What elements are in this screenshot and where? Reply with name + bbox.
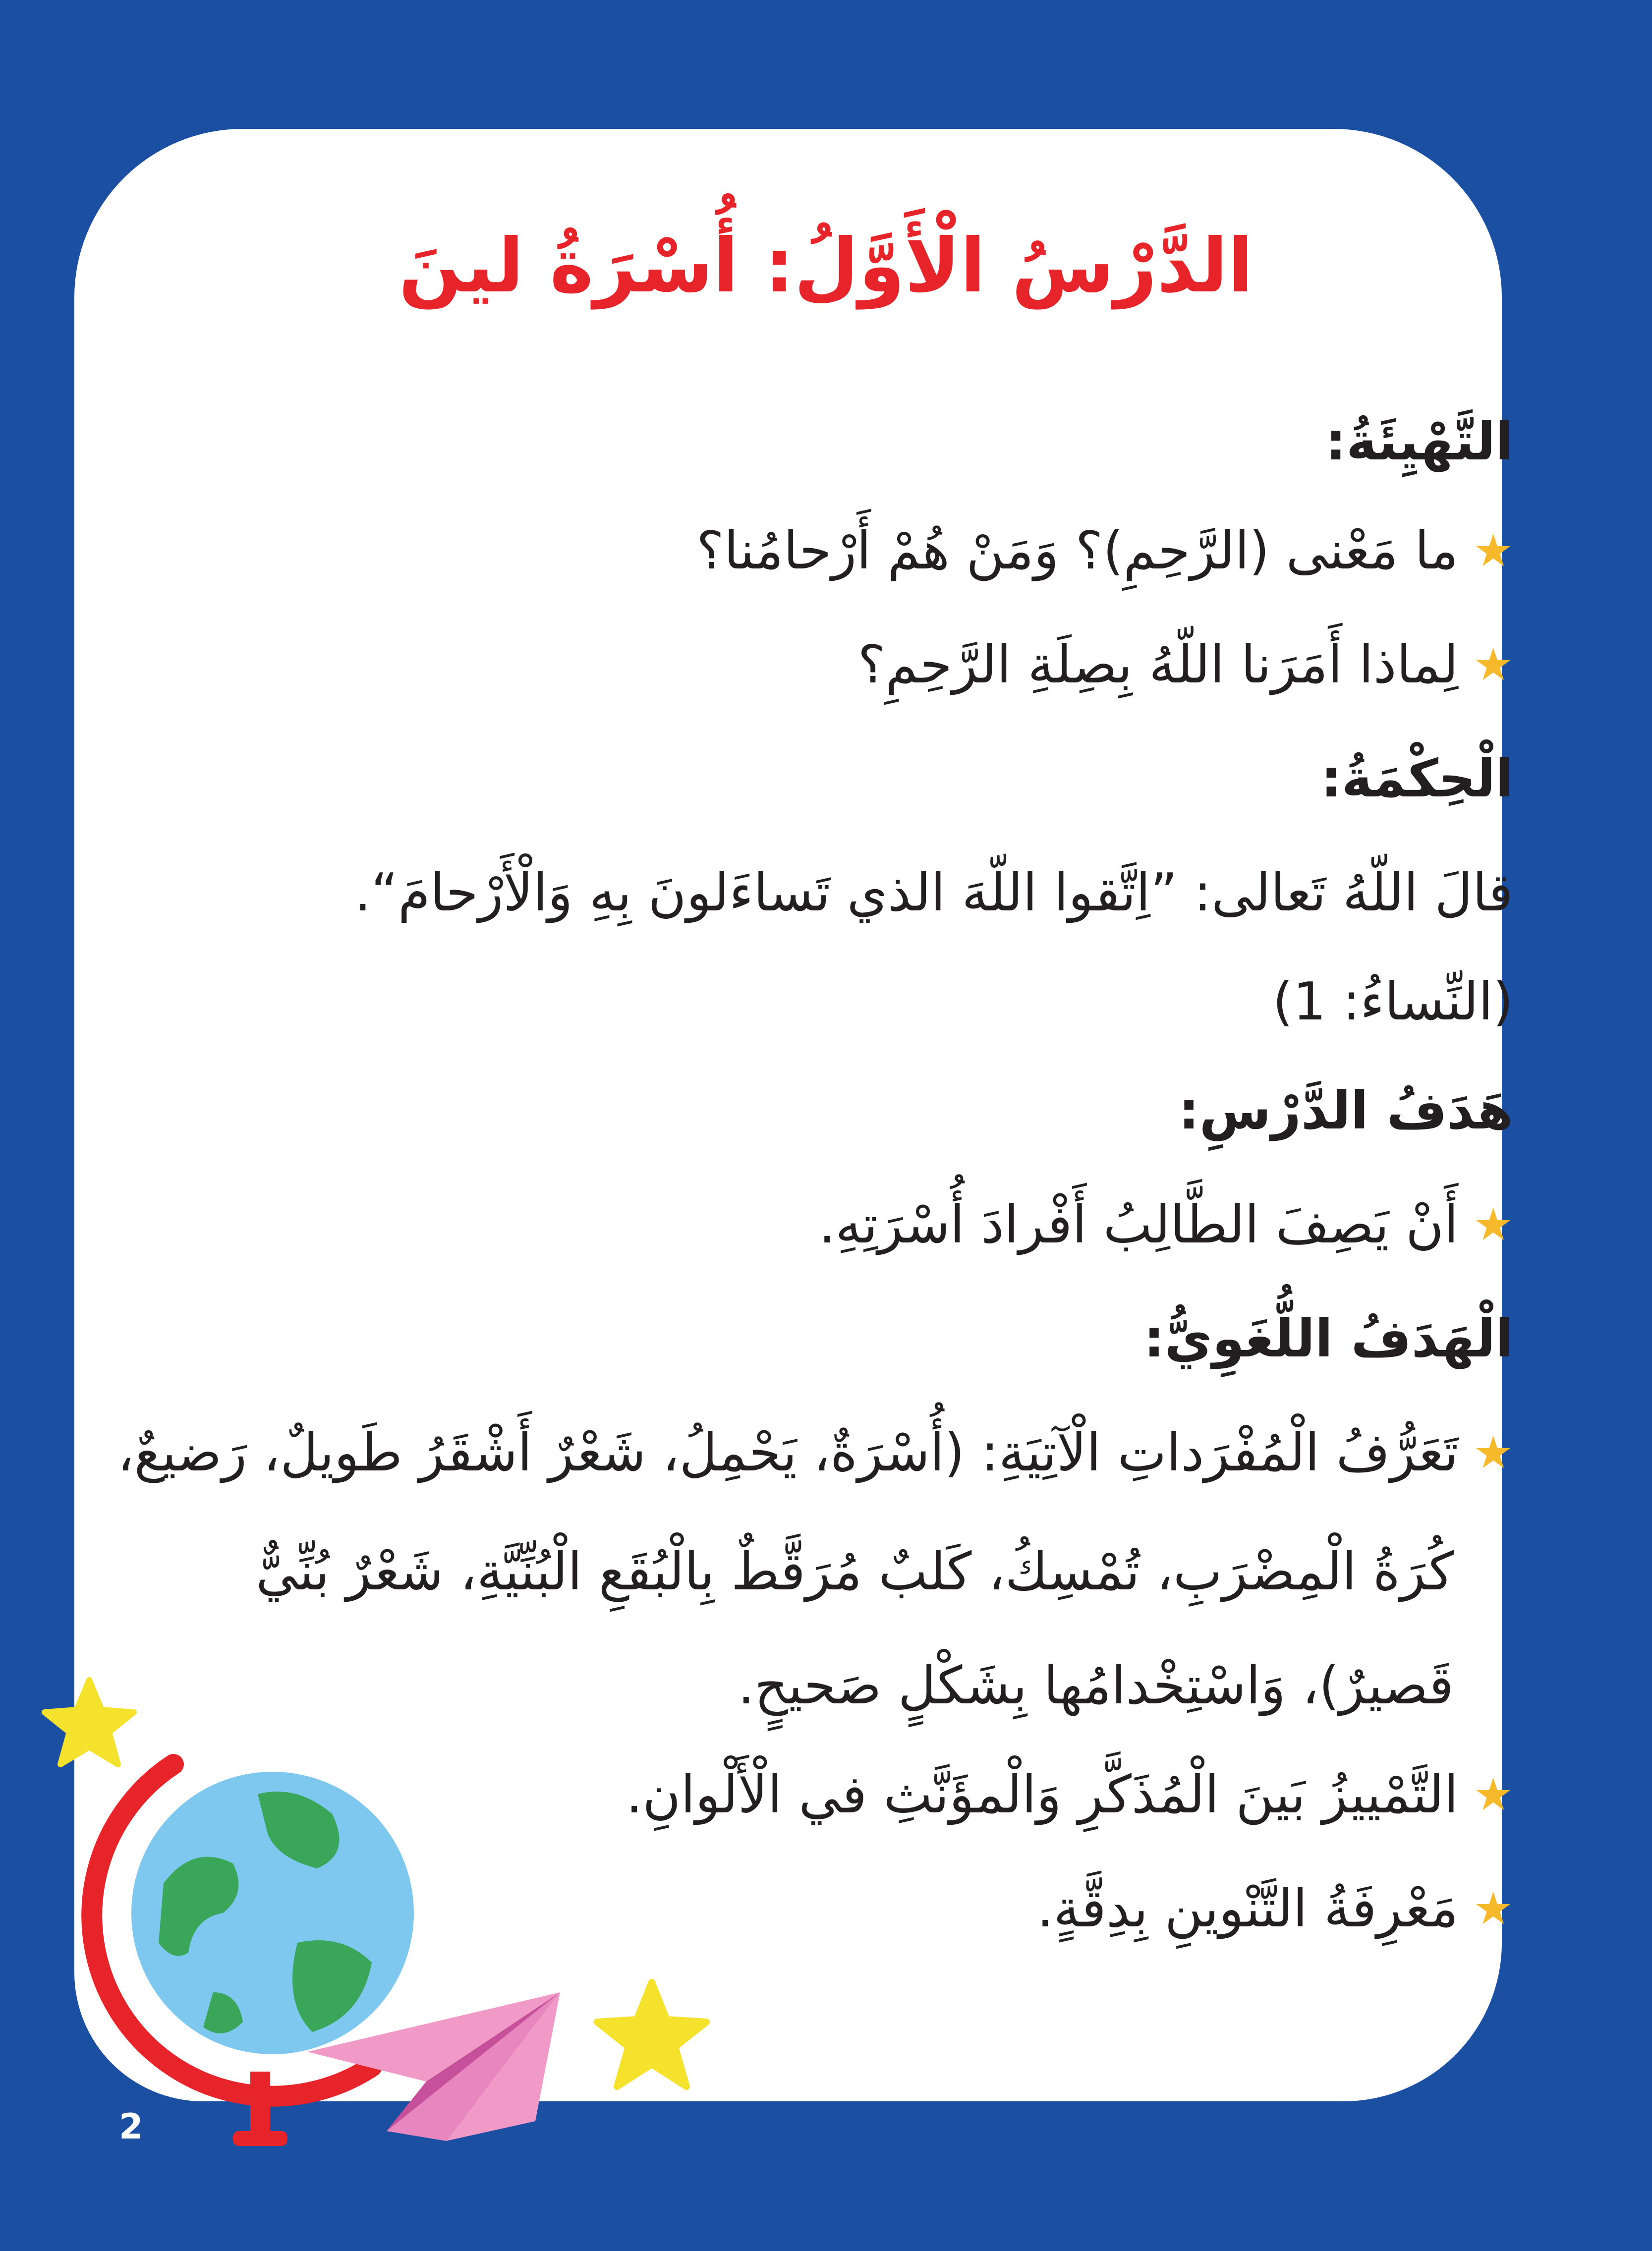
list-item-continuation: قَصيرٌ)، وَاسْتِخْدامُها بِشَكْلٍ صَحيحٍ. xyxy=(738,1655,1454,1716)
list-item-continuation: كُرَةُ الْمِضْرَبِ، تُمْسِكُ، كَلبٌ مُرَقَّطٌ بِالْبُقَعِ الْبُنِّيَّةِ، شَعْرٌ بُنِّيٌّ xyxy=(256,1541,1454,1602)
lesson-title: الدَّرْسُ الْأَوَّلُ: أُسْرَةُ لينَ xyxy=(399,223,1253,309)
section-heading-wisdom: الْحِكْمَةُ: xyxy=(1320,748,1513,809)
star-bullet-icon: ★ xyxy=(1473,1426,1513,1479)
list-item xyxy=(696,520,1513,581)
star-icon xyxy=(597,1982,706,2086)
list-item-text: ما مَعْنى (الرَّحِمِ)؟ وَمَنْ هُمْ أَرْحامُنا؟ xyxy=(696,520,1459,581)
section-heading-goal: هَدَفُ الدَّرْسِ: xyxy=(1178,1080,1513,1141)
list-item xyxy=(117,1422,1513,1483)
list-item xyxy=(626,1764,1513,1825)
list-item xyxy=(819,1194,1513,1255)
list-item-text: تَعَرُّفُ الْمُفْرَداتِ الْآتِيَةِ: (أُسْرَةٌ، يَحْمِلُ، شَعْرٌ أَشْقَرُ طَويلٌ، رَضيعٌ، xyxy=(117,1422,1459,1483)
section-heading-intro: التَّهْيِئَةُ: xyxy=(1325,411,1513,472)
star-bullet-icon: ★ xyxy=(1473,1882,1513,1935)
list-item-text: التَّمْييزُ بَينَ الْمُذَكَّرِ وَالْمؤَنَّثِ في الْأَلْوانِ. xyxy=(626,1764,1459,1825)
star-bullet-icon: ★ xyxy=(1473,1198,1513,1251)
list-item xyxy=(857,634,1513,695)
star-bullet-icon: ★ xyxy=(1473,1768,1513,1821)
quote-line: قالَ اللّهُ تَعالى: ”اِتَّقوا اللّهَ الذي تَساءَلونَ بِهِ وَالْأَرْحامَ“. xyxy=(354,862,1513,923)
star-bullet-icon: ★ xyxy=(1473,524,1513,577)
list-item-text: أَنْ يَصِفَ الطَّالِبُ أَفْرادَ أُسْرَتِهِ. xyxy=(818,1194,1459,1255)
star-icon xyxy=(45,1680,134,1764)
quote-reference: (النِّساءُ: 1) xyxy=(1272,971,1513,1032)
section-heading-language: الْهَدَفُ اللُّغَوِيُّ: xyxy=(1143,1308,1513,1369)
list-item xyxy=(1037,1878,1513,1939)
list-item-text: مَعْرِفَةُ التَّنْوينِ بِدِقَّةٍ. xyxy=(1037,1878,1459,1939)
page-number: 2 xyxy=(119,2106,143,2147)
list-item-text: لِماذا أَمَرَنا اللّهُ بِصِلَةِ الرَّحِمِ؟ xyxy=(857,634,1459,695)
star-bullet-icon: ★ xyxy=(1473,638,1513,691)
